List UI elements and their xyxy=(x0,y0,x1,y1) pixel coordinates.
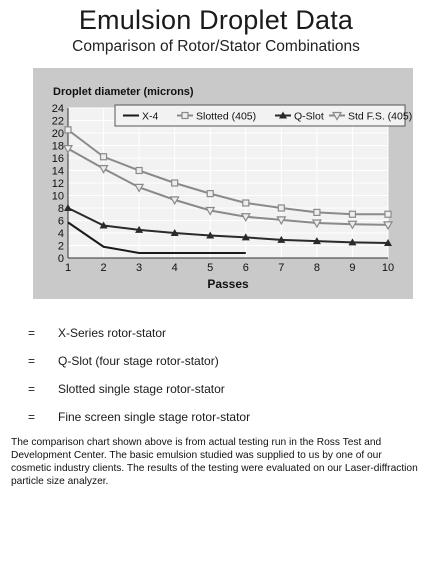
x-tick-label: 5 xyxy=(207,262,214,274)
x-tick-label: 8 xyxy=(313,262,320,274)
y-tick-label: 12 xyxy=(51,178,64,190)
x-tick-label: 9 xyxy=(349,262,356,274)
y-tick-label: 18 xyxy=(51,140,64,153)
data-point xyxy=(278,205,284,211)
y-tick-label: 20 xyxy=(51,128,64,140)
legend-label: X-4 xyxy=(142,110,159,123)
data-point xyxy=(385,211,391,217)
data-point xyxy=(349,211,355,217)
equals-sign: = xyxy=(28,354,36,368)
y-tick-label: 8 xyxy=(57,203,64,215)
data-point xyxy=(172,180,178,186)
equals-sign: = xyxy=(28,326,36,340)
x-tick-label: 1 xyxy=(64,262,72,274)
x-tick-label: 7 xyxy=(278,262,285,274)
y-tick-label: 10 xyxy=(51,190,64,203)
y-tick-label: 16 xyxy=(51,153,64,165)
description-paragraph: The comparison chart shown above is from actual testing run in the Ross Test and Development Center. The basic emulsion studied was supplied to us by one of our cosmetic industry clients. The results of the testing were evaluated on our Laser-diffraction particle size analyzer. xyxy=(11,437,418,487)
legend-description-text: Slotted single stage rotor-stator xyxy=(58,382,225,396)
legend-description-text: X-Series rotor-stator xyxy=(58,326,167,340)
legend-description-text: Q-Slot (four stage rotor-stator) xyxy=(58,354,219,368)
legend-description-text: Fine screen single stage rotor-stator xyxy=(58,410,251,424)
data-point xyxy=(101,154,107,160)
data-point xyxy=(207,191,213,197)
x-tick-label: 6 xyxy=(242,262,249,274)
y-tick-label: 14 xyxy=(51,165,64,178)
data-point xyxy=(314,209,320,215)
x-tick-label: 4 xyxy=(171,262,178,274)
page-subtitle: Comparison of Rotor/Stator Combinations xyxy=(72,38,360,55)
y-tick-label: 4 xyxy=(57,228,64,240)
equals-sign: = xyxy=(28,382,36,396)
y-tick-label: 22 xyxy=(51,115,64,128)
legend-label: Q-Slot xyxy=(294,110,324,123)
x-axis-title: Passes xyxy=(207,277,249,291)
page-title: Emulsion Droplet Data xyxy=(78,5,354,35)
y-axis-title: Droplet diameter (microns) xyxy=(53,86,194,98)
data-point xyxy=(65,127,71,133)
y-tick-label: 0 xyxy=(57,253,64,265)
y-tick-label: 6 xyxy=(57,215,64,228)
legend-label: Slotted (405) xyxy=(196,110,257,123)
legend-label: Std F.S. (405) xyxy=(348,110,413,123)
legend-marker xyxy=(182,113,188,119)
x-tick-label: 2 xyxy=(100,262,107,274)
data-point xyxy=(136,168,142,174)
x-tick-label: 3 xyxy=(136,262,143,274)
y-tick-label: 24 xyxy=(51,103,64,115)
x-tick-label: 10 xyxy=(381,262,395,274)
chart-panel xyxy=(33,68,413,299)
data-point xyxy=(243,200,249,206)
droplet-chart xyxy=(33,68,413,299)
equals-sign: = xyxy=(28,410,36,424)
y-tick-label: 2 xyxy=(57,240,64,253)
